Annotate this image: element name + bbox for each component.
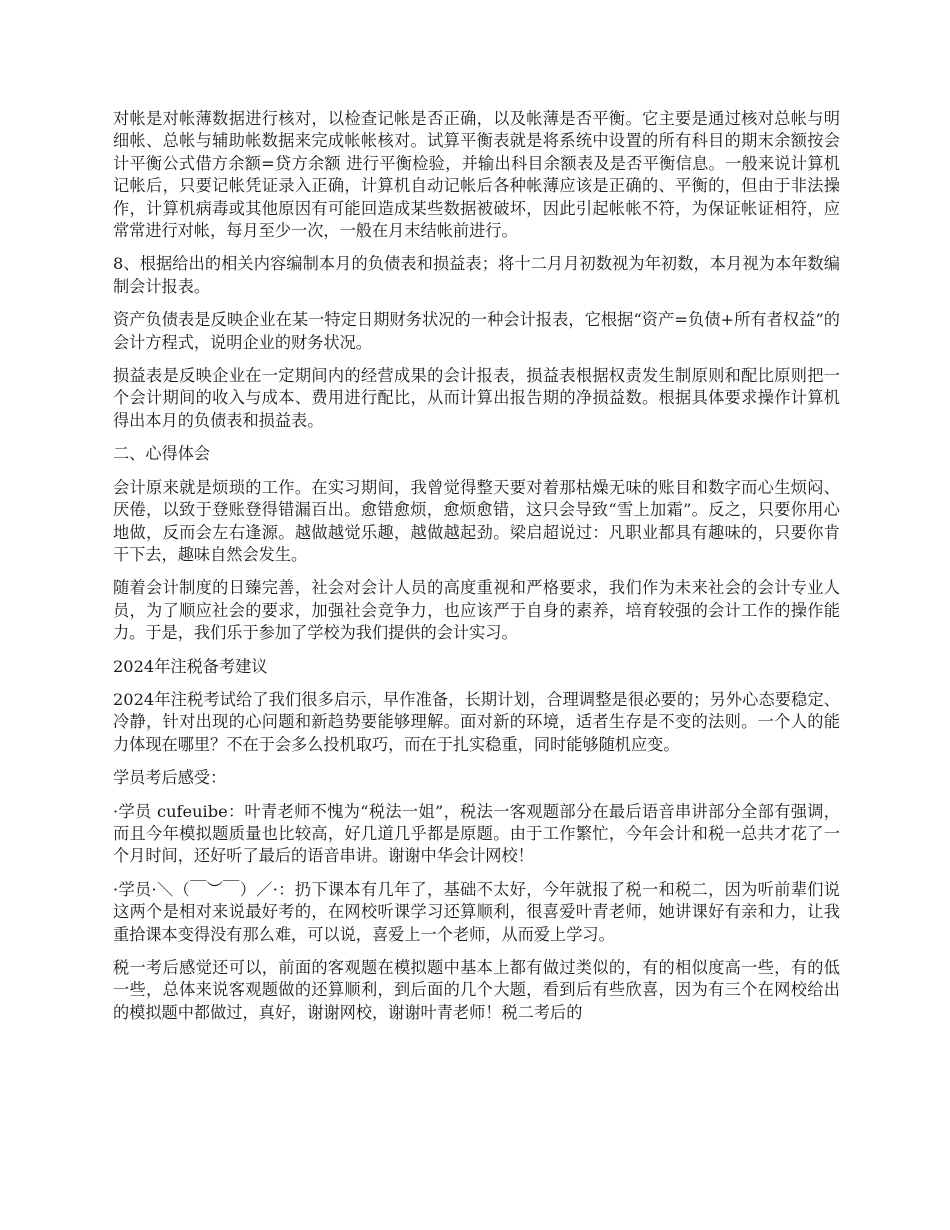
paragraph-balance-sheet: 资产负债表是反映企业在某一特定日期财务状况的一种会计报表，它根据“资产=负债+所有者权益”的会计方程式，说明企业的财务状况。 <box>113 310 840 352</box>
paragraph-student-second: ·学员·＼（￣︶￣）／·：扔下课本有几年了，基础不太好，今年就报了税一和税二，因为听前辈们说这两个是相对来说最好考的，在网校听课学习还算顺利，很喜爱叶青老师，她讲课好有亲和力，让我重拾课本变得没有那么难，可以说，喜爱上一个老师，从而爱上学习。 <box>113 879 840 944</box>
document-body <box>113 108 840 1035</box>
paragraph-student-cufeuibe: ·学员 cufeuibe：叶青老师不愧为“税法一姐”，税法一客观题部分在最后语音串讲部分全部有强调，而且今年模拟题质量也比较高，好几道几乎都是原题。由于工作繁忙，今年会计和税一总共才花了一个月时间，还好听了最后的语音串讲。谢谢中华会计网校！ <box>113 801 840 866</box>
paragraph-tax-one-feedback: 税一考后感觉还可以，前面的客观题在模拟题中基本上都有做过类似的，有的相似度高一些，有的低一些，总体来说客观题做的还算顺利，到后面的几个大题，看到后有些欣喜，因为有三个在网校给出的模拟题中都做过，真好，谢谢网校，谢谢叶青老师！税二考后的 <box>113 958 840 1022</box>
paragraph-exam-advice: 2024年注税考试给了我们很多启示，早作准备，长期计划，合理调整是很必要的；另外心态要稳定、冷静，针对出现的心问题和新趋势要能够理解。面对新的环境，适者生存是不变的法则。一个人的能力体现在哪里？不在于会多么投机取巧，而在于扎实稳重，同时能够随机应变。 <box>113 689 840 754</box>
paragraph-income-statement: 损益表是反映企业在一定期间内的经营成果的会计报表，损益表根据权责发生制原则和配比原则把一个会计期间的收入与成本、费用进行配比，从而计算出报告期的净损益数。根据具体要求操作计算机得出本月的负债表和损益表。 <box>113 366 840 430</box>
heading-exam-advice: 2024年注税备考建议 <box>113 656 268 676</box>
section-heading-experience: 二、心得体会 <box>113 444 211 464</box>
paragraph-item-8: 8、根据给出的相关内容编制本月的负债表和损益表；将十二月月初数视为年初数，本月视为本年数编制会计报表。 <box>113 254 840 296</box>
paragraph-reconciliation: 对帐是对帐薄数据进行核对，以检查记帐是否正确，以及帐薄是否平衡。它主要是通过核对总帐与明细帐、总帐与辅助帐数据来完成帐帐核对。试算平衡表就是将系统中设置的所有科目的期末余额按会计平衡公式借方余额=贷方余额 进行平衡检验，并输出科目余额表及是否平衡信息。一般来说计算机记帐后，只要记帐凭证录入正确，计算机自动记帐后各种帐薄应该是正确的、平衡的，但由于非法操作，计算机病毒或其他原因有可能回造成某些数据被破坏，因此引起帐帐不符，为保证帐证相符，应常常进行对帐，每月至少一次，一般在月末结帐前进行。 <box>113 109 840 241</box>
paragraph-accounting-system: 随着会计制度的日臻完善，社会对会计人员的高度重视和严格要求，我们作为未来社会的会计专业人员，为了顺应社会的要求，加强社会竞争力，也应该严于自身的素养，培育较强的会计工作的操作能力。于是，我们乐于参加了学校为我们提供的会计实习。 <box>113 578 840 643</box>
paragraph-accounting-work: 会计原来就是烦琐的工作。在实习期间，我曾觉得整天要对着那枯燥无味的账目和数字而心生烦闷、厌倦，以致于登账登得错漏百出。愈错愈烦，愈烦愈错，这只会导致“雪上加霜”。反之，只要你用心地做，反而会左右逢源。越做越觉乐趣，越做越起劲。梁启超说过：凡职业都具有趣味的，只要你肯干下去，趣味自然会发生。 <box>113 477 840 564</box>
heading-student-feedback: 学员考后感受： <box>113 768 227 788</box>
